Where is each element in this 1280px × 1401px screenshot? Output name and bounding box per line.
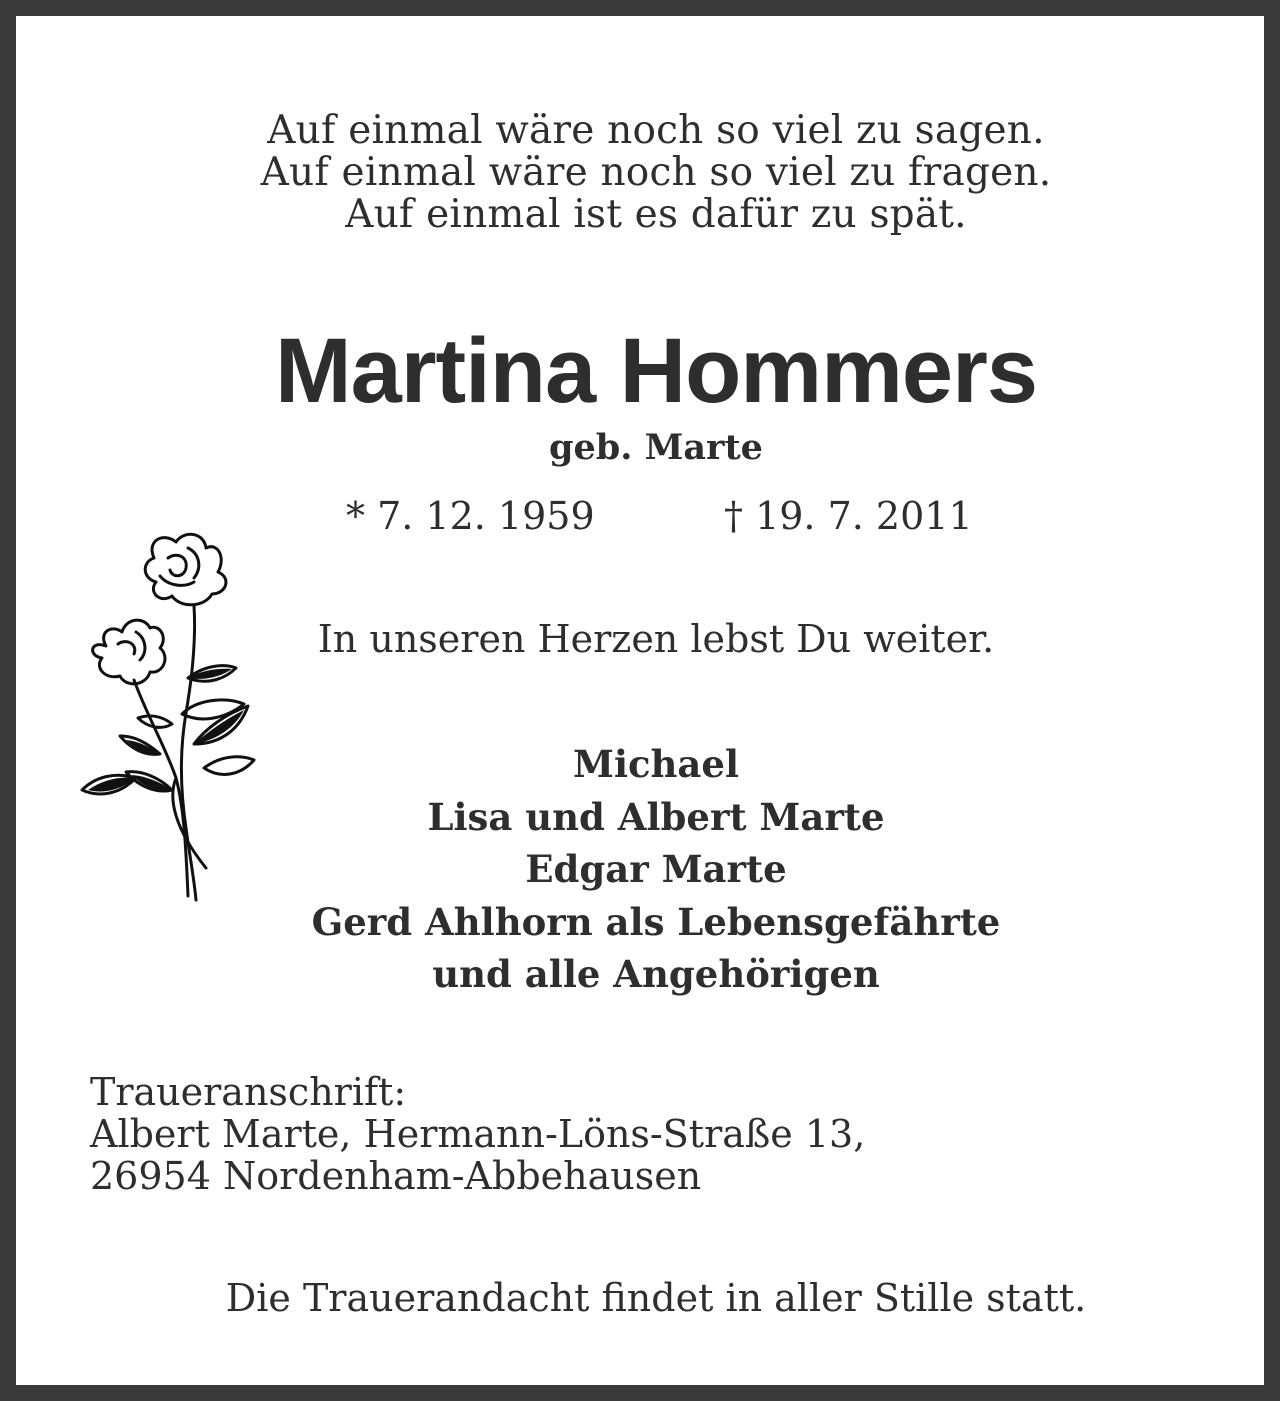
mourner-name: Michael bbox=[572, 742, 739, 786]
poem-line: Auf einmal ist es dafür zu spät. bbox=[345, 192, 967, 237]
mourner-name: Gerd Ahlhorn als Lebensgefährte bbox=[311, 899, 1001, 944]
mourner-name: und alle Angehörigen bbox=[432, 952, 880, 996]
mourners-list bbox=[16, 738, 1280, 1001]
deceased-name: Martina Hommers bbox=[274, 320, 1038, 422]
motto: In unseren Herzen lebst Du weiter. bbox=[317, 617, 995, 661]
address-heading: Traueranschrift: bbox=[90, 1070, 407, 1114]
mourning-address bbox=[90, 1071, 865, 1197]
poem-line: Auf einmal wäre noch so viel zu sagen. bbox=[267, 108, 1045, 153]
service-note: Die Trauerandacht findet in aller Stille statt. bbox=[225, 1276, 1087, 1320]
mourner-name: Edgar Marte bbox=[525, 847, 787, 891]
address-street: Albert Marte, Hermann-Löns-Straße 13, bbox=[90, 1112, 866, 1156]
mourner-name: Lisa und Albert Marte bbox=[427, 794, 885, 839]
birth-date: * 7. 12. 1959 bbox=[346, 494, 595, 538]
poem-line: Auf einmal wäre noch so viel zu fragen. bbox=[260, 150, 1052, 195]
poem bbox=[16, 110, 1280, 236]
birth-name: geb. Marte bbox=[549, 427, 763, 468]
death-date: † 19. 7. 2011 bbox=[724, 494, 973, 538]
address-city: 26954 Nordenham-Abbehausen bbox=[90, 1154, 702, 1198]
